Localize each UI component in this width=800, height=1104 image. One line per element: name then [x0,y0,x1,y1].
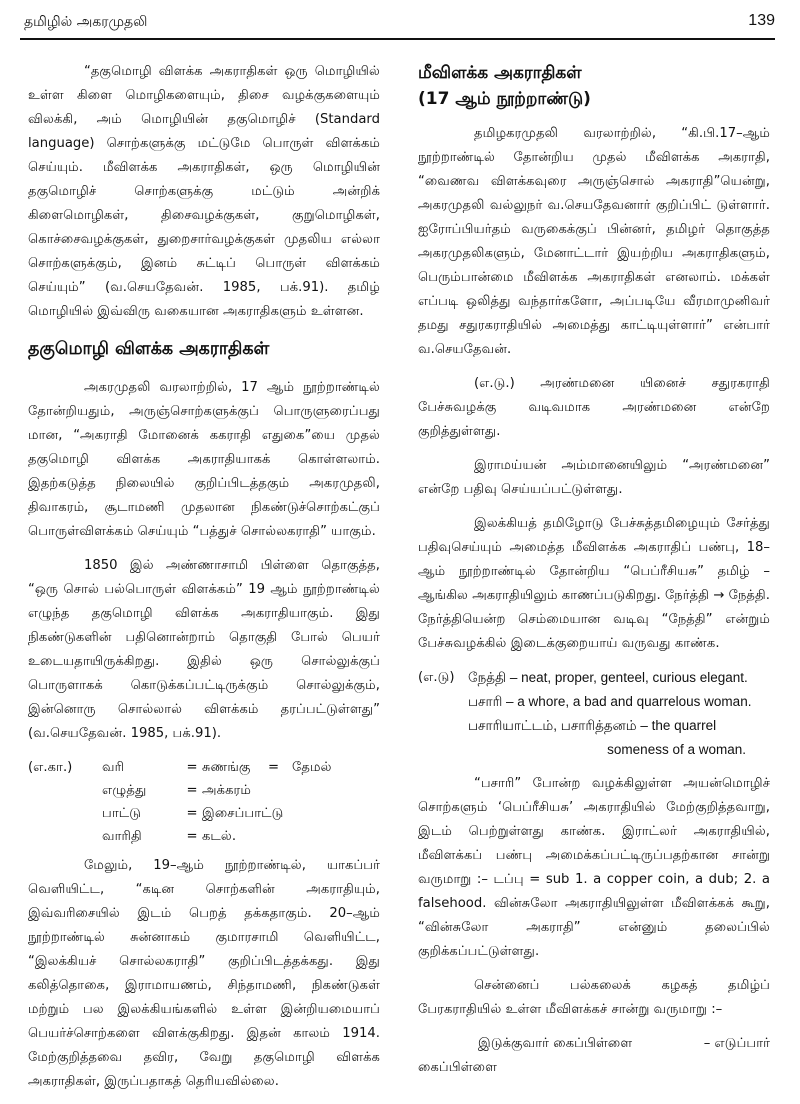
example-label: (எ.கா.) [28,760,73,775]
section-heading-line: (17 ஆம் நூற்றாண்டு) [418,89,591,109]
paragraph: இலக்கியத் தமிழோடு பேச்சுத்தமிழையும் சேர்த்து பதிவுசெய்யும் அமைத்த மீவிளக்க அகராதிப் பண்பு, 18–ஆம் நூற்றாண்டில் தோன்றிய “பெப்ரீசியசு” தமிழ் – ஆங்கில அகராதியிலும் காணப்படுகிறது. நேர்த்தி → நேத்தி. நேர்த்தியென்ற செம்மையான வடிவு “நேத்தி” என்றும் பேச்சுவழக்கில் இடைக்குறையாய் வருவது காண்க. [418,516,770,651]
section-heading-line: மீவிளக்க அகராதிகள் [418,63,582,83]
left-column [28,60,380,1104]
example-table [28,756,380,848]
paragraph: 1850 இல் அண்ணாசாமி பிள்ளை தொகுத்த, “ஒரு சொல் பல்பொருள் விளக்கம்” 19 ஆம் நூற்றாண்டில் எழுந்த தகுமொழி விளக்க அகராதியாகும். இது நிகண்டுகளின் பதினொன்றாம் தொகுதி போல் பெயர் உடையதாயிருக்கிறது. இதில் ஒரு சொல்லுக்குப் பொருளாகக் கொடுக்கப்பட்டிருக்கும் சொல்லுக்கும், இன்னொரு சொல்லால் விளக்கம் தரப்பட்டுள்ளது” (வ.செயதேவன். 1985, பக்.91). [28,558,380,741]
example-word: வரி [102,760,125,775]
paragraph: இராமய்யன் அம்மானையிலும் “அரண்மனை” என்றே பதிவு செய்யப்பட்டுள்ளது. [418,458,770,497]
example-word: சுணங்கு [202,760,251,775]
running-head: தமிழில் அகரமுதலி [24,14,148,30]
example-phrase: கைப்பிள்ளை [418,1060,498,1075]
example-word: கடல். [202,829,237,844]
paragraph: “பசாரி” போன்ற வழக்கிலுள்ள அயன்மொழிச் சொற்களும் ‘பெப்ரீசியசு’ அகராதியில் மேற்குறித்தவாறு, இடம் பெற்றுள்ளது காண்க. இராட்லர் அகராதியில், மீவிளக்கப் பண்பு அமைக்கப்பட்டிருப்பதற்கான சான்று வருமாறு :– டப்பு = sub 1. a copper coin, a dub; 2. a falsehood. வின்சுலோ அகராதியிலுள்ள மீவிளக்கக் கூறு, “வின்சுலோ அகராதி” என்னும் தலைப்பில் குறிக்கப்பட்டுள்ளது. [418,776,770,959]
example-line [418,1056,770,1080]
example-word: பாட்டு [102,806,141,821]
page-number: 139 [748,12,775,29]
gloss-label: (எ.டு) [418,670,455,685]
paragraph: “தகுமொழி விளக்க அகராதிகள் ஒரு மொழியில் உள்ள கிளை மொழிகளையும், திசை வழக்குகளையும் விலக்கி, அம் மொழியின் தகுமொழிச் (Standard language) சொற்களுக்கு மட்டுமே பொருள் விளக்கம் செய்யும். மீவிளக்க அகராதிகள், ஒரு மொழியின் தகுமொழிச் சொற்களுக்கு மட்டும் அன்றிக் கிளைமொழிகள், திசைவழக்குகள், குறுமொழிகள், கொச்சைவழக்குகள், துறைசார்வழக்குகள் முதலிய எல்லா சொற்களுக்கும், இனம் சுட்டிப் பொருள் விளக்கம் செய்யும்” (வ.செயதேவன். 1985, பக்.91). தமிழ் மொழியில் இவ்விரு வகையான அகராதிகளும் உள்ளன. [28,64,380,319]
equals-sign: = [268,760,280,775]
example-word: தேமல் [292,760,332,775]
paragraph: அகரமுதலி வரலாற்றில், 17 ஆம் நூற்றாண்டில் தோன்றியதும், அருஞ்சொற்களுக்குப் பொருளுரைப்பது மான, “அகராதி மோனைக் ககராதி எதுகை”யை முதல் தகுமொழி விளக்க அகராதியாகக் கொள்ளலாம். இதற்கடுத்த நிலையில் குறிப்பிடத்தகும் அகரமுதலி, திவாகரம், சூடாமணி முதலான நிகண்டுச்சொற்கட்குப் பொருள்விளக்கம் செய்யும் “பத்துச் சொல்லகராதி” யாகும். [28,380,380,539]
example-word: இசைப்பாட்டு [202,806,284,821]
example-word: எழுத்து [102,783,147,798]
gloss-line: பசாரி – a whore, a bad and quarrelous woman. [468,694,752,709]
section-heading: தகுமொழி விளக்க அகராதிகள் [28,339,270,359]
equals-sign: = [186,806,198,821]
paragraph: சென்னைப் பல்கலைக் கழகத் தமிழ்ப் பேரகராதியில் உள்ள மீவிளக்கச் சான்று வருமாறு :– [418,978,770,1017]
equals-sign: = [186,760,198,775]
page-header [20,12,775,40]
equals-sign: = [186,829,198,844]
gloss-line: பசாரியாட்டம், பசாரித்தனம் – the quarrel [468,718,717,733]
paragraph: தமிழகரமுதலி வரலாற்றில், “கி.பி.17–ஆம் நூற்றாண்டில் தோன்றிய முதல் மீவிளக்க அகராதி, “வைணவ விளக்கவுரை அருஞ்சொல் அகராதி”யென்று, அகரமுதலி வல்லுநர் வ.செயதேவனார் குறிப்பிட் டுள்ளார். ஐரோப்பியர்தம் வருகைக்குப் பின்னர், தமிழர் தொகுத்த அகரமுதலிகளும், மேனாட்டார் இயற்றிய அகராதிகளும், பெரும்பான்மை மீவிளக்க அகராதிகள் எனலாம். மக்கள் எப்படி ஒலித்து வந்தார்களோ, அப்படியே வீரமாமுனிவர் தமது சதுரகராதியில் அமைத்து காட்டியுள்ளார்” என்பார் வ.செயதேவன். [418,126,770,357]
paragraph: (எ.டு.) அரண்மனை யினைச் சதுரகராதி பேச்சுவழக்கு வடிவமாக அரண்மனை என்றே குறித்துள்ளது. [418,376,770,439]
equals-sign: = [186,783,198,798]
paragraph: மேலும், 19–ஆம் நூற்றாண்டில், யாகப்பர் வெளியிட்ட, “கடின சொற்களின் அகராதியும், இவ்வரிசையில் இடம் பெறத் தக்கதாகும். 20–ஆம் நூற்றாண்டில் சுன்னாகம் குமாரசாமி வெளியிட்ட, “இலக்கியச் சொல்லகராதி” குறிப்பிடத்தக்கது. இது கலித்தொகை, இராமாயணம், சிந்தாமணி, நிகண்டுகள் மற்றும் பல இலக்கியங்களில் உள்ள இன்றியமையாப் பெயர்ச்சொற்களை விளக்குகிறது. இதன் காலம் 1914. மேற்குறித்தவை தவிர, வேறு தகுமொழி விளக்க அகராதிகள், இருப்பதாகத் தெரியவில்லை. [28,858,380,1089]
example-line [418,1032,770,1056]
gloss-line: someness of a woman. [607,742,746,757]
example-word: அக்கரம் [202,783,251,798]
english-gloss-block [418,666,770,762]
gloss-line: நேத்தி – neat, proper, genteel, curious elegant. [468,670,748,685]
example-phrase: இடுக்குவார் கைப்பிள்ளை [478,1036,633,1051]
example-word: வாரிதி [102,829,142,844]
section-heading [418,60,770,112]
right-column [418,60,770,1080]
example-phrase: – எடுப்பார் [703,1036,770,1051]
